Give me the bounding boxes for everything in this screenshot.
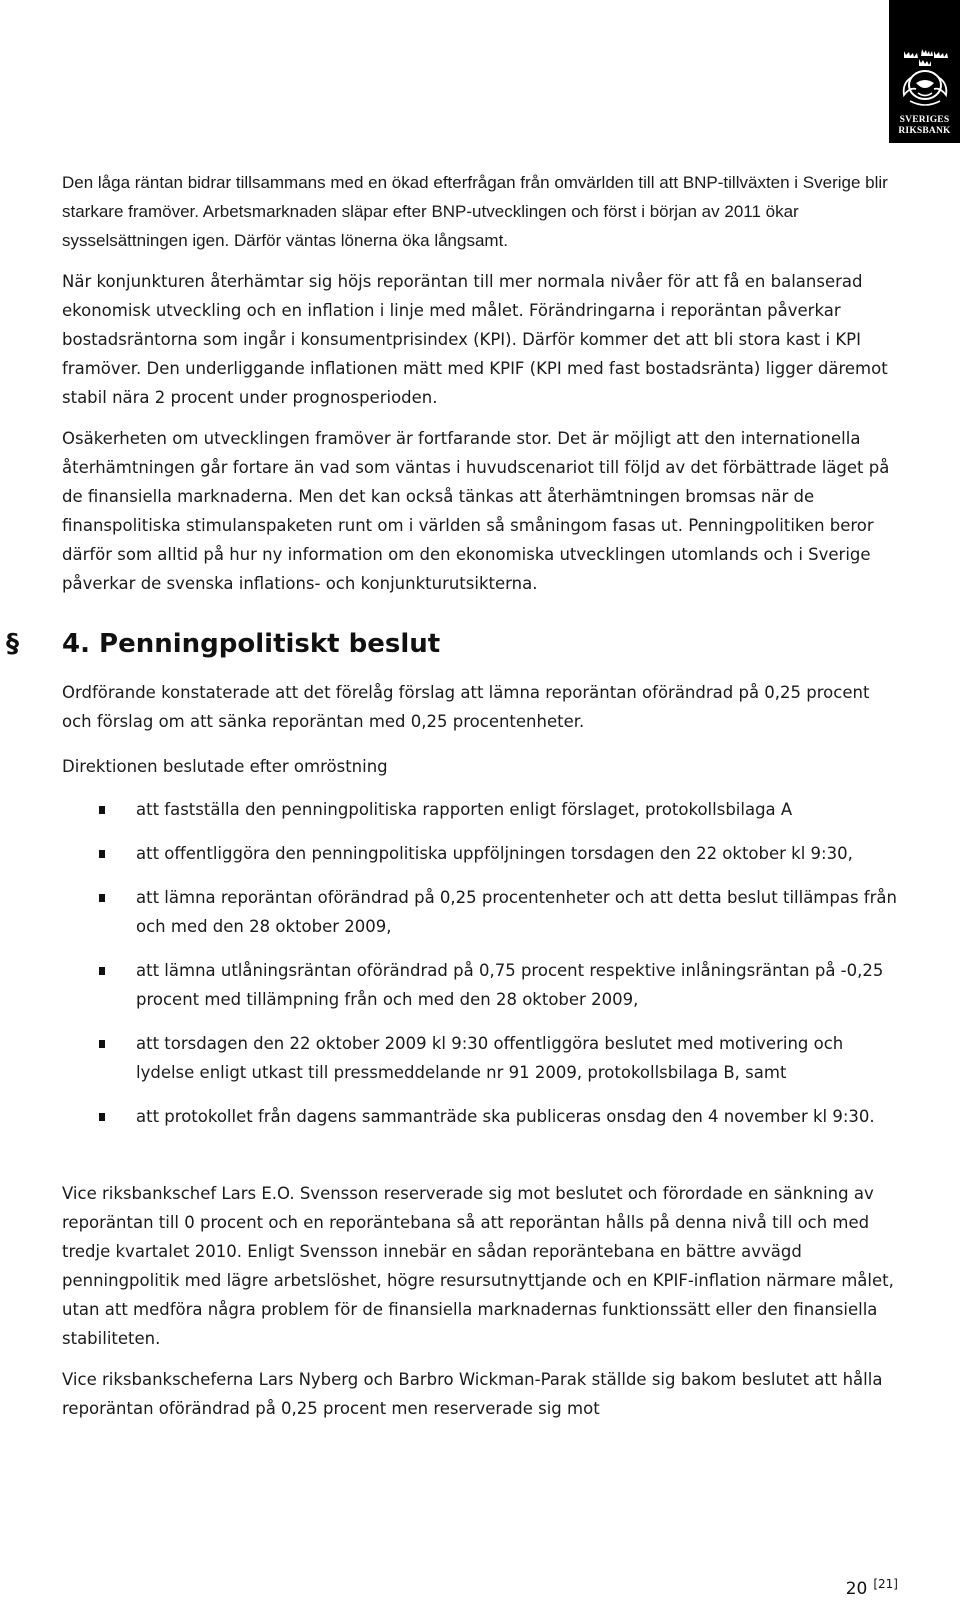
riksbank-logo [889,0,960,143]
decision-list [62,795,902,1131]
section-number: 4. [62,629,90,659]
page-number-value: 20 [845,1579,868,1599]
bullet-icon [99,1113,105,1121]
paragraph-decision-lead: Direktionen beslutade efter omröstning [62,757,388,776]
section-symbol: § [6,629,19,659]
page-number-bracket: [21] [873,1577,898,1591]
bullet-icon [99,1040,105,1048]
page-number [846,1577,898,1599]
list-item: att offentliggöra den penningpolitiska uppföljningen torsdagen den 22 oktober kl 9:30, [62,839,902,868]
crown-emblem-icon [898,47,952,109]
paragraph-nyberg-wickman: Vice riksbankscheferna Lars Nyberg och Barbro Wickman-Parak ställde sig bakom beslutet att hålla reporäntan oförändrad på 0,25 procent men reserverade sig mot [62,1370,883,1418]
paragraph-uncertainty: Osäkerheten om utvecklingen framöver är fortfarande stor. Det är möjligt att den internationella återhämtningen går fortare än vad som väntas i huvudscenariot till följd av det förbättrade läget på de finansiella marknaderna. Men det kan också tänkas att återhämtningen bromsas när de finanspolitiska stimulanspaketen runt om i världen så småningom fasas ut. Penningpolitiken beror därför som alltid på hur ny information om den ekonomiska utvecklingen utomlands och i Sverige påverkar de svenska inflations- och konjunkturutsikterna. [62,429,890,593]
section-heading [6,622,902,666]
section-title: Penningpolitiskt beslut [99,629,441,659]
list-item: att fastställa den penningpolitiska rapporten enligt förslaget, protokollsbilaga A [62,795,902,824]
list-item: att torsdagen den 22 oktober 2009 kl 9:30 offentliggöra beslutet med motivering och lydelse enligt utkast till pressmeddelande nr 91 2009, protokollsbilaga B, samt [62,1029,902,1087]
bullet-icon [99,894,105,902]
paragraph-decision-intro: Ordförande konstaterade att det förelåg förslag att lämna reporäntan oförändrad på 0,25 procent och förslag om att sänka reporäntan med 0,25 procentenheter. [62,683,870,731]
paragraph-svensson-reservation: Vice riksbankschef Lars E.O. Svensson reserverade sig mot beslutet och förordade en sänkning av reporäntan till 0 procent och en reporäntebana så att reporäntan hålls på denna nivå till och med tredje kvartalet 2010. Enligt Svensson innebär en sådan reporäntebana en bättre avvägd penningpolitik med lägre arbetslöshet, högre resursutnyttjande och en KPIF-inflation närmare målet, utan att medföra några problem för de finansiella marknadernas funktionssätt eller den finansiella stabiliteten. [62,1184,894,1348]
list-item: att lämna utlåningsräntan oförändrad på 0,75 procent respektive inlåningsräntan på -0,25 procent med tillämpning från och med den 28 oktober 2009, [62,956,902,1014]
document-body [6,168,902,1423]
list-item: att lämna reporäntan oförändrad på 0,25 procentenheter och att detta beslut tillämpas från och med den 28 oktober 2009, [62,883,902,941]
paragraph-recovery: Den låga räntan bidrar tillsammans med en ökad efterfrågan från omvärlden till att BNP-tillväxten i Sverige blir starkare framöver. Arbetsmarknaden släpar efter BNP-utvecklingen och först i början av 2011 ökar sysselsättningen igen. Därför väntas lönerna öka långsamt. [62,173,888,250]
bullet-icon [99,850,105,858]
logo-text-line1: SVERIGES [899,115,950,125]
list-item: att protokollet från dagens sammanträde ska publiceras onsdag den 4 november kl 9:30. [62,1102,902,1131]
bullet-icon [99,967,105,975]
bullet-icon [99,806,105,814]
logo-text-line2: RIKSBANK [898,126,951,136]
paragraph-repo-rate: När konjunkturen återhämtar sig höjs reporäntan till mer normala nivåer för att få en balanserad ekonomisk utveckling och en inflation i linje med målet. Förändringarna i reporäntan påverkar bostadsräntorna som ingår i konsumentprisindex (KPI). Därför kommer det att bli stora kast i KPI framöver. Den underliggande inflationen mätt med KPIF (KPI med fast bostadsränta) ligger däremot stabil nära 2 procent under prognosperioden. [62,272,888,407]
